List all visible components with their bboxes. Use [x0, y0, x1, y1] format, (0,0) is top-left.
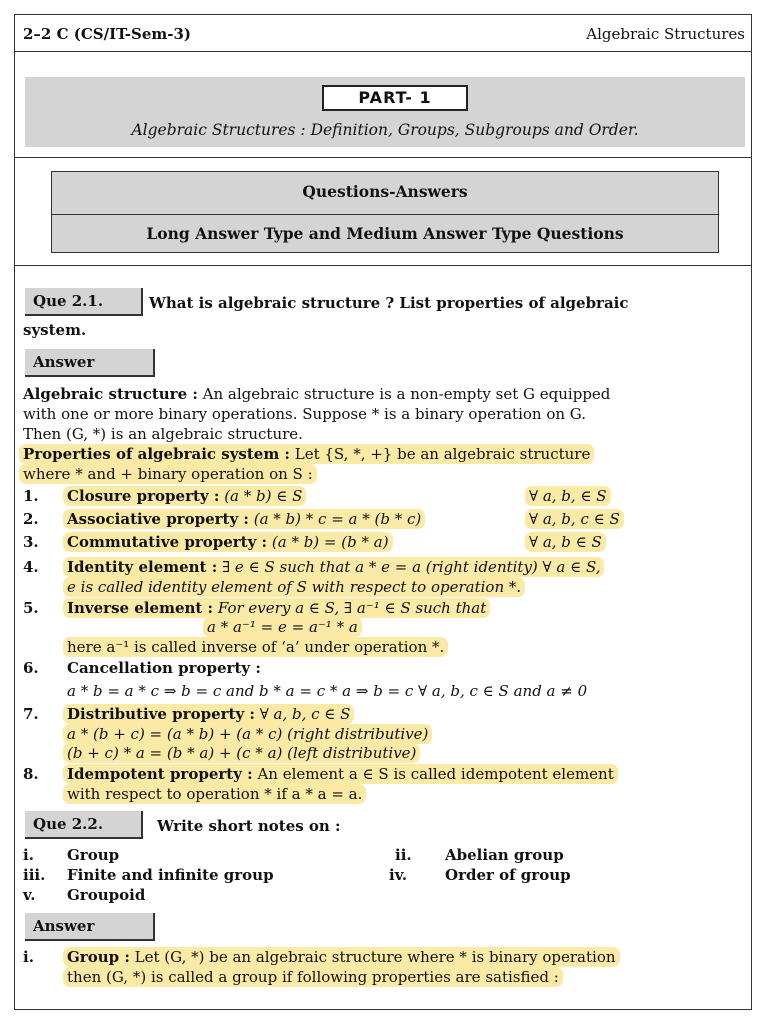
qa-rule: [15, 265, 751, 266]
property-quantifier: ∀ a, b, ∈ S: [525, 486, 611, 506]
answer-tag: Answer: [25, 349, 155, 377]
header-rule: [15, 51, 751, 52]
list-item: Finite and infinite group: [67, 866, 274, 884]
property-identity-cont: e is called identity element of S with respect to operation *.: [63, 577, 525, 597]
part-subtitle: Algebraic Structures : Definition, Groups, Subgroups and Order.: [131, 121, 639, 139]
property-closure: Closure property : (a * b) ∈ S: [63, 486, 306, 506]
property-inverse-cont: here a⁻¹ is called inverse of ‘a’ under operation *.: [63, 637, 448, 657]
property-number: 1.: [23, 487, 39, 505]
property-distributive: Distributive property : ∀ a, b, c ∈ S: [63, 704, 354, 724]
list-item: Groupoid: [67, 886, 146, 904]
part-title: PART- 1: [322, 85, 468, 111]
list-item-number: ii.: [395, 846, 412, 864]
property-associative: Associative property : (a * b) * c = a * (b * c): [63, 509, 425, 529]
part-rule: [15, 157, 751, 158]
qa-banner: [51, 171, 719, 253]
list-item-number: v.: [23, 886, 36, 904]
definition-line-1: Algebraic structure : An algebraic structure is a non-empty set G equipped: [23, 385, 611, 403]
answer-group-def: Group : Let (G, *) be an algebraic structure where * is binary operation: [63, 947, 620, 967]
qa-subtitle: Long Answer Type and Medium Answer Type Questions: [146, 224, 624, 243]
list-item: Abelian group: [445, 846, 564, 864]
property-distributive-left: (b + c) * a = (b * a) + (c * a) (left distributive): [63, 743, 420, 763]
answer-tag: Answer: [25, 913, 155, 941]
part-banner: [25, 77, 745, 147]
running-header-right: Algebraic Structures: [586, 25, 745, 43]
property-quantifier: ∀ a, b, c ∈ S: [525, 509, 624, 529]
property-number: 3.: [23, 533, 39, 551]
answer-number: i.: [23, 948, 34, 966]
question-text: What is algebraic structure ? List properties of algebraic: [149, 294, 629, 312]
question-tag: Que 2.2.: [25, 811, 143, 839]
property-idempotent: Idempotent property : An element a ∈ S is called idempotent element: [63, 764, 618, 784]
list-item-number: iii.: [23, 866, 46, 884]
property-inverse-eq: a * a⁻¹ = e = a⁻¹ * a: [203, 617, 362, 637]
property-number: 8.: [23, 765, 39, 783]
list-item: Order of group: [445, 866, 571, 884]
property-quantifier: ∀ a, b ∈ S: [525, 532, 606, 552]
question-text: Write short notes on :: [157, 817, 341, 835]
list-item-number: i.: [23, 846, 34, 864]
question-text-cont: system.: [23, 321, 87, 339]
list-item-number: iv.: [389, 866, 408, 884]
property-commutative: Commutative property : (a * b) = (b * a): [63, 532, 393, 552]
property-cancellation-eq: a * b = a * c ⇒ b = c and b * a = c * a ⇒ b = c ∀ a, b, c ∈ S and a ≠ 0: [67, 682, 588, 700]
running-header-left: 2–2 C (CS/IT-Sem-3): [23, 25, 192, 43]
property-idempotent-cont: with respect to operation * if a * a = a.: [63, 784, 366, 804]
property-number: 4.: [23, 558, 39, 576]
question-tag: Que 2.1.: [25, 288, 143, 316]
property-number: 5.: [23, 599, 39, 617]
property-number: 7.: [23, 705, 39, 723]
properties-intro: Properties of algebraic system : Let {S, *, +} be an algebraic structure: [19, 444, 594, 464]
property-cancellation: Cancellation property :: [67, 659, 261, 677]
list-item: Group: [67, 846, 120, 864]
properties-intro-cont: where * and + binary operation on S :: [19, 464, 317, 484]
property-distributive-right: a * (b + c) = (a * b) + (a * c) (right distributive): [63, 724, 432, 744]
qa-title: Questions-Answers: [302, 182, 468, 201]
definition-line-3: Then (G, *) is an algebraic structure.: [23, 425, 303, 443]
property-number: 6.: [23, 659, 39, 677]
definition-line-2: with one or more binary operations. Suppose * is a binary operation on G.: [23, 405, 587, 423]
qa-divider: [52, 214, 718, 215]
property-number: 2.: [23, 510, 39, 528]
page: [14, 14, 752, 1010]
property-inverse: Inverse element : For every a ∈ S, ∃ a⁻¹ ∈ S such that: [63, 598, 490, 618]
property-identity: Identity element : ∃ e ∈ S such that a * e = a (right identity) ∀ a ∈ S,: [63, 557, 604, 577]
answer-group-def-cont: then (G, *) is called a group if following properties are satisfied :: [63, 967, 563, 987]
